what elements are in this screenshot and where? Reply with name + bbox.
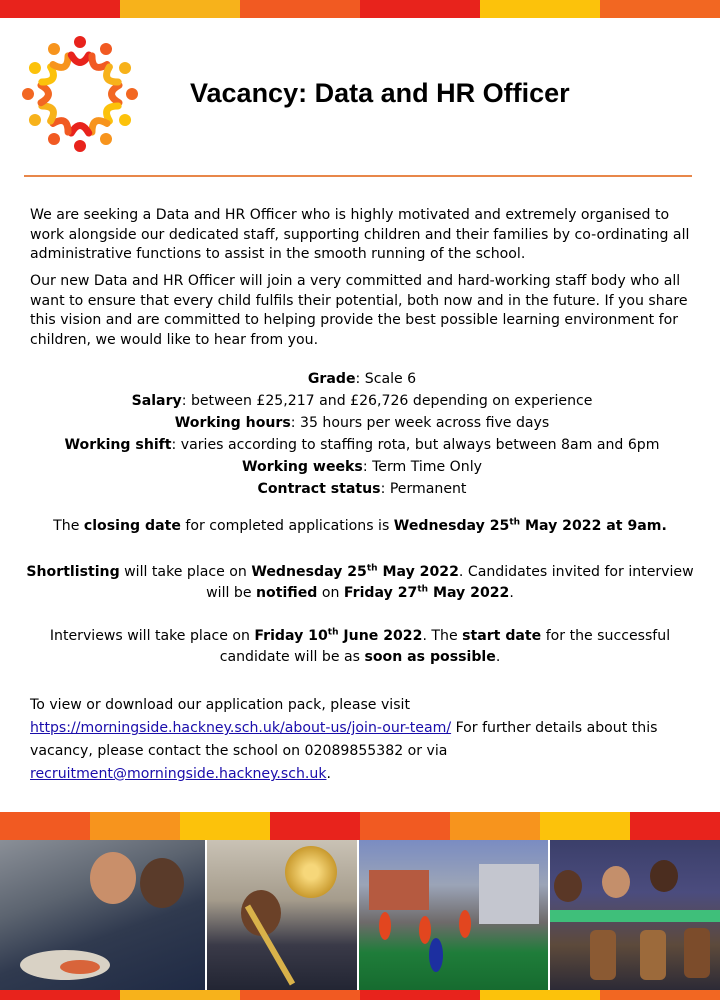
detail-contract-status: Contract status: Permanent xyxy=(257,481,467,497)
stripe-segment xyxy=(0,990,120,1000)
stripe-segment xyxy=(630,812,720,840)
stripe-segment xyxy=(90,812,180,840)
stripe-segment xyxy=(240,0,360,18)
stripe-segment xyxy=(480,0,600,18)
intro-paragraph-1: We are seeking a Data and HR Officer who is highly motivated and extremely organised to work alongside our dedicated staff, supporting children and their families by co-ordinating all administrative functions to assist in the smooth running of the school. xyxy=(30,207,690,262)
bottom-color-stripe xyxy=(0,990,720,1000)
trombone-student-photo xyxy=(207,840,357,990)
stripe-segment xyxy=(600,990,720,1000)
stripe-segment xyxy=(600,0,720,18)
join-our-team-link[interactable]: https://morningside.hackney.sch.uk/about-us/join-our-team/ xyxy=(30,720,452,736)
divider xyxy=(24,175,692,177)
stripe-segment xyxy=(0,0,120,18)
sunburst-figures-logo-icon xyxy=(18,32,142,156)
shortlisting-text: Shortlisting will take place on Wednesday 25th May 2022. Candidates invited for interview will be notified on Friday 27th May 2022. xyxy=(26,563,694,601)
detail-working-hours: Working hours: 35 hours per week across five days xyxy=(174,415,550,431)
stripe-segment xyxy=(450,812,540,840)
stripe-segment xyxy=(120,990,240,1000)
detail-working-weeks: Working weeks: Term Time Only xyxy=(242,459,482,475)
football-playground-photo xyxy=(359,840,548,990)
photo-top-stripe xyxy=(0,812,720,840)
detail-working-shift: Working shift: varies according to staffing rota, but always between 8am and 6pm xyxy=(64,437,660,453)
stripe-segment xyxy=(270,812,360,840)
stripe-segment xyxy=(360,812,450,840)
application-info: To view or download our application pack, please visit https://morningside.hackney.sch.uk/about-us/join-our-team/ For further details about this vacancy, please contact the school on 02089855382 or via recruitment@morningside.hackney.sch.uk. xyxy=(30,697,658,782)
closing-date-text: The closing date for completed applications is Wednesday 25th May 2022 at 9am. xyxy=(53,517,667,534)
stripe-segment xyxy=(480,990,600,1000)
top-color-stripe xyxy=(0,0,720,18)
interviews-text: Interviews will take place on Friday 10th June 2022. The start date for the successful candidate will be as soon as possible. xyxy=(49,627,671,665)
recruitment-email-link[interactable]: recruitment@morningside.hackney.sch.uk xyxy=(30,766,327,782)
detail-grade: Grade: Scale 6 xyxy=(307,371,417,387)
stripe-segment xyxy=(180,812,270,840)
drumming-students-photo xyxy=(550,840,720,990)
children-lunch-photo xyxy=(0,840,205,990)
page-title: Vacancy: Data and HR Officer xyxy=(190,78,570,108)
stripe-segment xyxy=(360,0,480,18)
stripe-segment xyxy=(120,0,240,18)
stripe-segment xyxy=(360,990,480,1000)
detail-salary: Salary: between £25,217 and £26,726 depending on experience xyxy=(131,393,593,409)
photo-strip xyxy=(0,840,720,990)
stripe-segment xyxy=(540,812,630,840)
stripe-segment xyxy=(240,990,360,1000)
job-details xyxy=(30,368,694,500)
intro-paragraph-2: Our new Data and HR Officer will join a very committed and hard-working staff body who all want to ensure that every child fulfils their potential, both now and in the future. If you share this vision and are committed to helping provide the best possible learning environment for children, we would like to hear from you. xyxy=(30,273,688,348)
stripe-segment xyxy=(0,812,90,840)
